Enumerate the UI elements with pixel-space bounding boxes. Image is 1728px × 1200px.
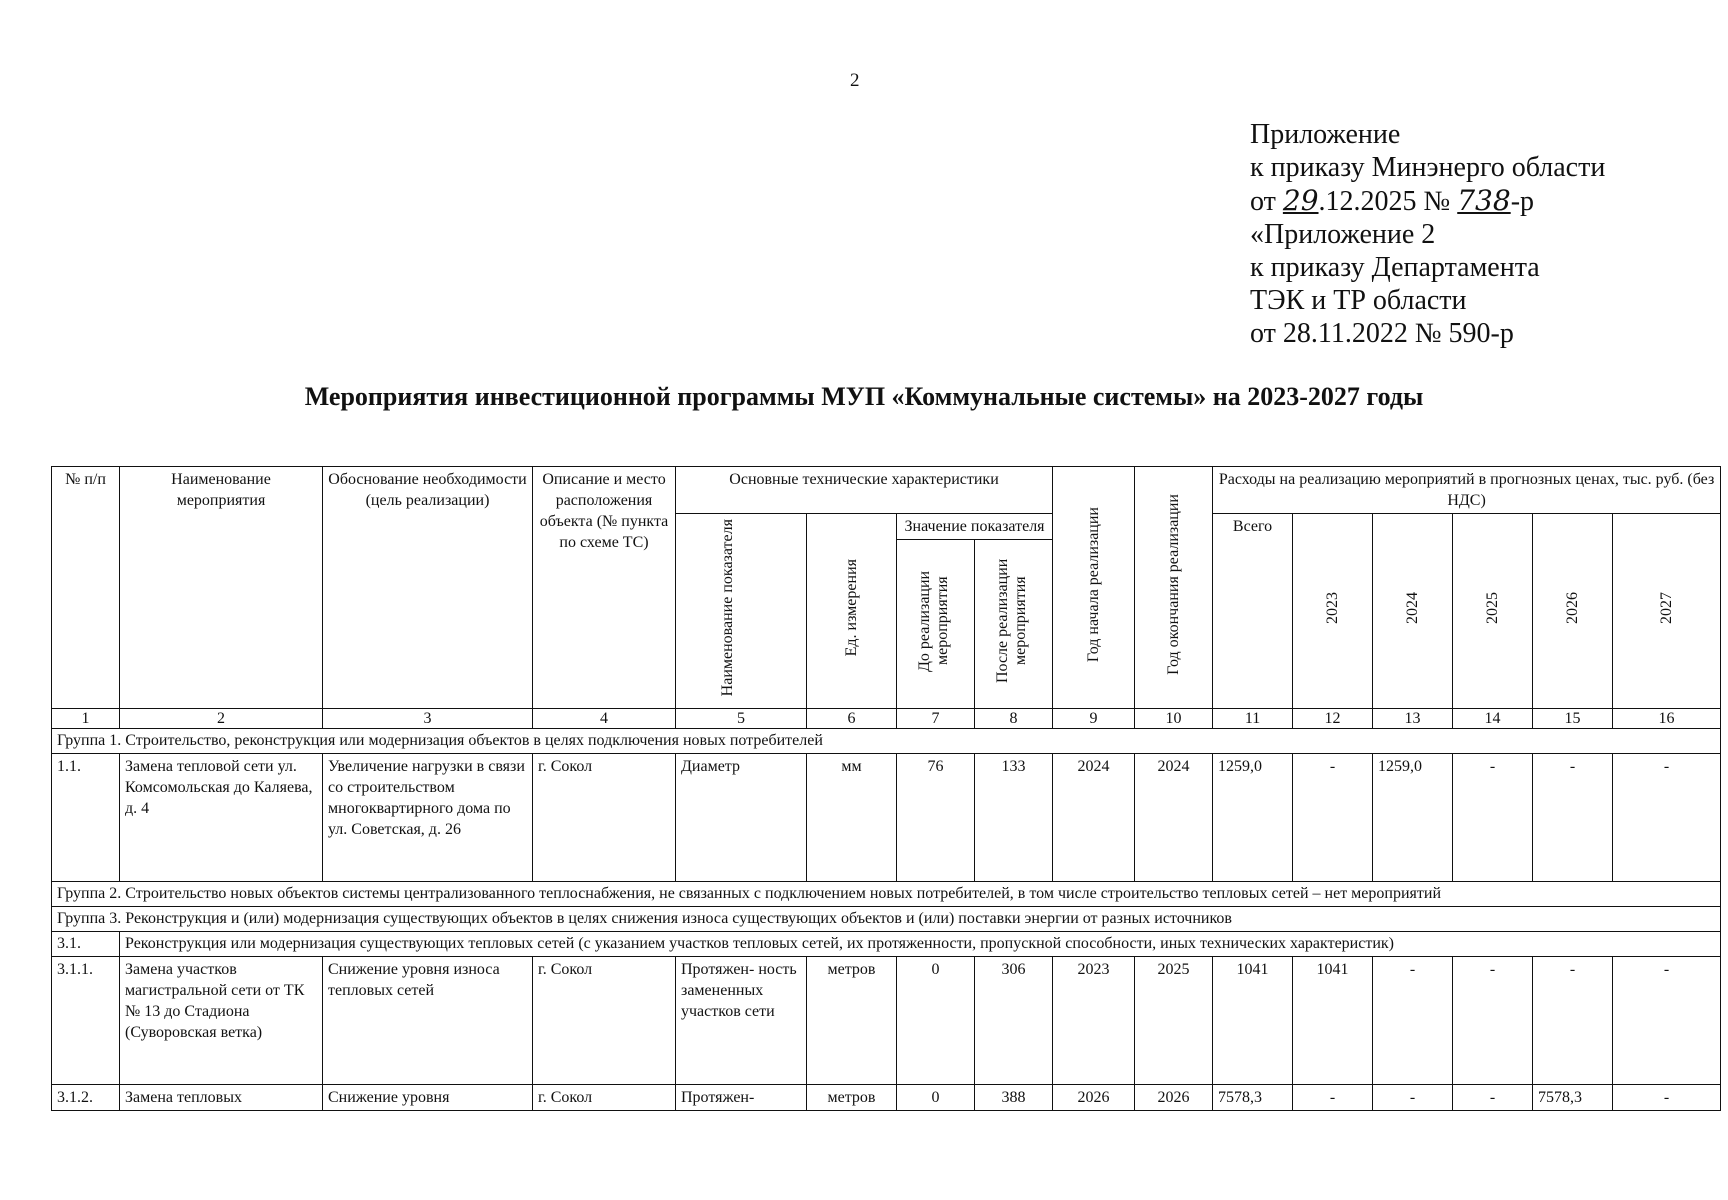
appendix-date-line: от 29.12.2025 № 738-р [1250,184,1535,217]
group-row: Группа 2. Строительство новых объектов системы централизованного теплоснабжения, не связанных с подключением новых потребителей, в том числе строительство тепловых сетей – нет мероприятий [52,882,1721,907]
header-after: После реализации мероприятия [975,540,1053,709]
appendix-line: от 28.11.2022 № 590-р [1250,318,1514,349]
group-row: Группа 3. Реконструкция и (или) модернизация существующих объектов в целях снижения износа существующих объектов и (или) поставки энергии от разных источников [52,907,1721,932]
header-year-2024: 2024 [1373,514,1453,709]
header-year-2026: 2026 [1533,514,1613,709]
header-num: № п/п [52,467,120,709]
header-year-2023: 2023 [1293,514,1373,709]
header-unit: Ед. измерения [807,514,897,709]
group-row: Группа 1. Строительство, реконструкция или модернизация объектов в целях подключения новых потребителей [52,729,1721,754]
header-name: Наименование мероприятия [120,467,323,709]
appendix-block [1250,118,1605,350]
subgroup-row: 3.1. Реконструкция или модернизация существующих тепловых сетей (с указанием участков тепловых сетей, их протяженности, пропускной способности, иных технических характеристик) [52,932,1721,957]
header-start-year: Год начала реализации [1053,467,1135,709]
header-year-2027: 2027 [1613,514,1721,709]
appendix-line: ТЭК и ТР области [1250,285,1467,316]
header-reason: Обоснование необходимости (цель реализации) [323,467,533,709]
header-total: Всего [1213,514,1293,709]
column-numbers-row: 1 2 3 4 5 6 7 8 9 10 11 12 13 14 15 16 [52,709,1721,729]
page-number: 2 [850,70,860,91]
appendix-line: к приказу Минэнерго области [1250,152,1606,183]
header-before: До реализации мероприятия [897,540,975,709]
table-row: 1.1. Замена тепловой сети ул. Комсомольская до Каляева, д. 4 Увеличение нагрузки в связи со строительством многоквартирного дома по ул. Советская, д. 26 г. Сокол Диаметр мм 76 133 2024 2024 1259,0 - 1259,0 - - - [52,754,1721,882]
investment-table [51,466,1721,1111]
header-value: Значение показателя [897,514,1053,540]
table-row: 3.1.1. Замена участков магистральной сети от ТК № 13 до Стадиона (Суворовская ветка) Снижение уровня износа тепловых сетей г. Сокол Протяжен- ность замененных участков сети метров 0 306 2023 2025 1041 1041 - - - - [52,957,1721,1085]
header-indicator-name: Наименование показателя [676,514,807,709]
handwritten-order-number: 738 [1457,184,1511,217]
appendix-line: к приказу Департамента [1250,252,1540,283]
header-place: Описание и место расположения объекта (№ пункта по схеме ТС) [533,467,676,709]
document-title: Мероприятия инвестиционной программы МУП «Коммунальные системы» на 2023-2027 годы [304,382,1424,411]
header-tech: Основные технические характеристики [676,467,1053,514]
header-year-2025: 2025 [1453,514,1533,709]
table-row: 3.1.2. Замена тепловых Снижение уровня г. Сокол Протяжен- метров 0 388 2026 2026 7578,3 - - - 7578,3 - [52,1085,1721,1111]
header-end-year: Год окончания реализации [1135,467,1213,709]
handwritten-day: 29 [1282,184,1319,217]
appendix-line: Приложение [1250,119,1401,150]
appendix-line: «Приложение 2 [1250,219,1436,250]
header-costs: Расходы на реализацию мероприятий в прогнозных ценах, тыс. руб. (без НДС) [1213,467,1721,514]
